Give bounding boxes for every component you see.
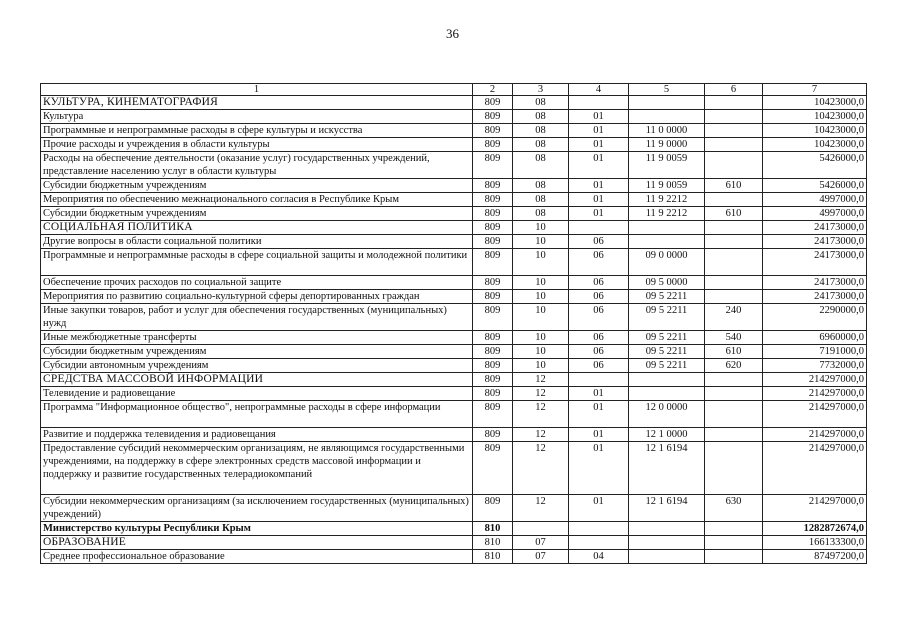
- admin-code: 809: [473, 221, 513, 235]
- admin-code: 809: [473, 207, 513, 221]
- target-article-code: [629, 373, 705, 387]
- subsection-code: 01: [569, 193, 629, 207]
- row-name: Программа "Информационное общество", непрограммные расходы в сфере информации: [41, 401, 473, 428]
- expense-type-code: [705, 387, 763, 401]
- target-article-code: [629, 235, 705, 249]
- expense-type-code: [705, 249, 763, 276]
- amount: 10423000,0: [763, 138, 867, 152]
- expense-type-code: [705, 536, 763, 550]
- target-article-code: [629, 550, 705, 564]
- table-row: [41, 495, 867, 522]
- admin-code: 809: [473, 110, 513, 124]
- admin-code: 809: [473, 359, 513, 373]
- section-code: 07: [513, 550, 569, 564]
- subsection-code: [569, 373, 629, 387]
- row-name: Мероприятия по развитию социально-культурной сферы депортированных граждан: [41, 290, 473, 304]
- subsection-code: 01: [569, 442, 629, 495]
- admin-code: 809: [473, 428, 513, 442]
- admin-code: 809: [473, 138, 513, 152]
- table-row: [41, 221, 867, 235]
- admin-code: 809: [473, 387, 513, 401]
- amount: 1282872674,0: [763, 522, 867, 536]
- amount: 6960000,0: [763, 331, 867, 345]
- target-article-code: 11 9 0059: [629, 179, 705, 193]
- expense-type-code: [705, 428, 763, 442]
- amount: 4997000,0: [763, 207, 867, 221]
- expense-type-code: [705, 152, 763, 179]
- section-code: 10: [513, 290, 569, 304]
- admin-code: 809: [473, 401, 513, 428]
- section-code: 10: [513, 359, 569, 373]
- target-article-code: [629, 387, 705, 401]
- subsection-code: [569, 221, 629, 235]
- section-code: 08: [513, 207, 569, 221]
- row-name: Предоставление субсидий некоммерческим организациям, не являющимся государственными учреждениями, на поддержку в сфере электронных средств массовой информации и поддержку и развитие государственных телерадиокомпаний: [41, 442, 473, 495]
- target-article-code: 09 5 2211: [629, 359, 705, 373]
- column-header: 3: [513, 84, 569, 96]
- table-row: [41, 536, 867, 550]
- expense-type-code: 240: [705, 304, 763, 331]
- amount: 214297000,0: [763, 428, 867, 442]
- target-article-code: [629, 110, 705, 124]
- target-article-code: 11 9 0000: [629, 138, 705, 152]
- section-code: 12: [513, 428, 569, 442]
- section-code: 10: [513, 221, 569, 235]
- expense-type-code: 610: [705, 179, 763, 193]
- table-row: [41, 428, 867, 442]
- expense-type-code: [705, 550, 763, 564]
- admin-code: 809: [473, 152, 513, 179]
- row-name: Субсидии некоммерческим организациям (за исключением государственных (муниципальных) учреждений): [41, 495, 473, 522]
- row-name: Мероприятия по обеспечению межнационального согласия в Республике Крым: [41, 193, 473, 207]
- subsection-code: 01: [569, 401, 629, 428]
- subsection-code: 01: [569, 207, 629, 221]
- table-row: [41, 304, 867, 331]
- table-row: [41, 96, 867, 110]
- row-name: Расходы на обеспечение деятельности (оказание услуг) государственных учреждений, представление населению услуг в области культуры: [41, 152, 473, 179]
- target-article-code: [629, 536, 705, 550]
- target-article-code: 11 9 0059: [629, 152, 705, 179]
- expense-type-code: [705, 110, 763, 124]
- subsection-code: 01: [569, 124, 629, 138]
- target-article-code: [629, 522, 705, 536]
- target-article-code: 09 5 2211: [629, 345, 705, 359]
- expense-type-code: [705, 96, 763, 110]
- section-code: 08: [513, 96, 569, 110]
- section-code: [513, 522, 569, 536]
- target-article-code: 09 5 2211: [629, 290, 705, 304]
- row-name: Субсидии автономным учреждениям: [41, 359, 473, 373]
- subsection-code: 01: [569, 110, 629, 124]
- table-row: [41, 193, 867, 207]
- table-row: [41, 207, 867, 221]
- amount: 5426000,0: [763, 152, 867, 179]
- table-row: [41, 124, 867, 138]
- expense-type-code: [705, 124, 763, 138]
- admin-code: 809: [473, 304, 513, 331]
- page-number: 36: [446, 26, 459, 41]
- subsection-code: 06: [569, 304, 629, 331]
- section-code: 08: [513, 138, 569, 152]
- expense-type-code: [705, 276, 763, 290]
- amount: 7732000,0: [763, 359, 867, 373]
- table-row: [41, 249, 867, 276]
- target-article-code: 12 1 0000: [629, 428, 705, 442]
- subsection-code: 01: [569, 138, 629, 152]
- amount: 4997000,0: [763, 193, 867, 207]
- section-code: 12: [513, 442, 569, 495]
- admin-code: 809: [473, 96, 513, 110]
- amount: 214297000,0: [763, 495, 867, 522]
- admin-code: 809: [473, 276, 513, 290]
- section-code: 12: [513, 373, 569, 387]
- target-article-code: 12 1 6194: [629, 495, 705, 522]
- admin-code: 810: [473, 550, 513, 564]
- table-row: [41, 373, 867, 387]
- subsection-code: 06: [569, 345, 629, 359]
- column-header: 2: [473, 84, 513, 96]
- subsection-code: [569, 536, 629, 550]
- table-row: [41, 345, 867, 359]
- admin-code: 809: [473, 345, 513, 359]
- target-article-code: 11 0 0000: [629, 124, 705, 138]
- subsection-code: 01: [569, 428, 629, 442]
- row-name: Программные и непрограммные расходы в сфере социальной защиты и молодежной политики: [41, 249, 473, 276]
- table-row: [41, 110, 867, 124]
- section-code: 08: [513, 152, 569, 179]
- table-row: [41, 179, 867, 193]
- target-article-code: [629, 221, 705, 235]
- section-code: 10: [513, 304, 569, 331]
- table-row: [41, 522, 867, 536]
- expense-type-code: 630: [705, 495, 763, 522]
- admin-code: 809: [473, 495, 513, 522]
- subsection-code: [569, 522, 629, 536]
- column-header: 4: [569, 84, 629, 96]
- table-row: [41, 359, 867, 373]
- expense-type-code: 610: [705, 207, 763, 221]
- subsection-code: 01: [569, 179, 629, 193]
- amount: 166133300,0: [763, 536, 867, 550]
- row-name: Субсидии бюджетным учреждениям: [41, 345, 473, 359]
- row-name: Культура: [41, 110, 473, 124]
- admin-code: 809: [473, 442, 513, 495]
- row-name: Программные и непрограммные расходы в сфере культуры и искусства: [41, 124, 473, 138]
- amount: 24173000,0: [763, 249, 867, 276]
- row-name: Субсидии бюджетным учреждениям: [41, 207, 473, 221]
- budget-table: [40, 83, 867, 564]
- admin-code: 809: [473, 193, 513, 207]
- amount: 10423000,0: [763, 96, 867, 110]
- amount: 87497200,0: [763, 550, 867, 564]
- column-header-row: [41, 84, 867, 96]
- target-article-code: [629, 96, 705, 110]
- expense-type-code: [705, 442, 763, 495]
- target-article-code: 11 9 2212: [629, 207, 705, 221]
- expense-type-code: [705, 138, 763, 152]
- section-code: 08: [513, 179, 569, 193]
- subsection-code: 06: [569, 249, 629, 276]
- subsection-code: 04: [569, 550, 629, 564]
- section-code: 08: [513, 193, 569, 207]
- amount: 214297000,0: [763, 373, 867, 387]
- amount: 214297000,0: [763, 401, 867, 428]
- expense-type-code: [705, 235, 763, 249]
- section-code: 07: [513, 536, 569, 550]
- section-code: 12: [513, 401, 569, 428]
- amount: 24173000,0: [763, 235, 867, 249]
- amount: 24173000,0: [763, 290, 867, 304]
- section-code: 08: [513, 124, 569, 138]
- expense-type-code: [705, 290, 763, 304]
- subsection-code: 06: [569, 235, 629, 249]
- admin-code: 810: [473, 536, 513, 550]
- admin-code: 809: [473, 290, 513, 304]
- subsection-code: 06: [569, 331, 629, 345]
- amount: 7191000,0: [763, 345, 867, 359]
- admin-code: 809: [473, 124, 513, 138]
- expense-type-code: [705, 522, 763, 536]
- row-name: СРЕДСТВА МАССОВОЙ ИНФОРМАЦИИ: [41, 373, 473, 387]
- target-article-code: 09 5 0000: [629, 276, 705, 290]
- subsection-code: 06: [569, 276, 629, 290]
- target-article-code: 12 1 6194: [629, 442, 705, 495]
- row-name: СОЦИАЛЬНАЯ ПОЛИТИКА: [41, 221, 473, 235]
- amount: 214297000,0: [763, 387, 867, 401]
- target-article-code: 09 5 2211: [629, 304, 705, 331]
- subsection-code: 01: [569, 495, 629, 522]
- admin-code: 809: [473, 373, 513, 387]
- expense-type-code: 540: [705, 331, 763, 345]
- row-name: Другие вопросы в области социальной политики: [41, 235, 473, 249]
- row-name: Среднее профессиональное образование: [41, 550, 473, 564]
- target-article-code: 09 5 2211: [629, 331, 705, 345]
- table-row: [41, 401, 867, 428]
- table-row: [41, 138, 867, 152]
- subsection-code: 06: [569, 359, 629, 373]
- table-row: [41, 387, 867, 401]
- section-code: 10: [513, 276, 569, 290]
- row-name: КУЛЬТУРА, КИНЕМАТОГРАФИЯ: [41, 96, 473, 110]
- section-code: 10: [513, 345, 569, 359]
- subsection-code: 01: [569, 387, 629, 401]
- section-code: 12: [513, 495, 569, 522]
- admin-code: 809: [473, 235, 513, 249]
- amount: 214297000,0: [763, 442, 867, 495]
- row-name: Обеспечение прочих расходов по социальной защите: [41, 276, 473, 290]
- table-row: [41, 152, 867, 179]
- admin-code: 810: [473, 522, 513, 536]
- target-article-code: 12 0 0000: [629, 401, 705, 428]
- section-code: 10: [513, 331, 569, 345]
- target-article-code: 09 0 0000: [629, 249, 705, 276]
- row-name: Прочие расходы и учреждения в области культуры: [41, 138, 473, 152]
- amount: 24173000,0: [763, 276, 867, 290]
- admin-code: 809: [473, 179, 513, 193]
- subsection-code: 01: [569, 152, 629, 179]
- target-article-code: 11 9 2212: [629, 193, 705, 207]
- table-row: [41, 276, 867, 290]
- expense-type-code: [705, 193, 763, 207]
- column-header: 1: [41, 84, 473, 96]
- subsection-code: 06: [569, 290, 629, 304]
- amount: 24173000,0: [763, 221, 867, 235]
- section-code: 10: [513, 235, 569, 249]
- amount: 2290000,0: [763, 304, 867, 331]
- table-row: [41, 331, 867, 345]
- column-header: 5: [629, 84, 705, 96]
- row-name: ОБРАЗОВАНИЕ: [41, 536, 473, 550]
- expense-type-code: 610: [705, 345, 763, 359]
- row-name: Телевидение и радиовещание: [41, 387, 473, 401]
- row-name: Развитие и поддержка телевидения и радиовещания: [41, 428, 473, 442]
- amount: 10423000,0: [763, 124, 867, 138]
- admin-code: 809: [473, 249, 513, 276]
- expense-type-code: [705, 401, 763, 428]
- table-row: [41, 550, 867, 564]
- section-code: 10: [513, 249, 569, 276]
- row-name: Иные межбюджетные трансферты: [41, 331, 473, 345]
- row-name: Субсидии бюджетным учреждениям: [41, 179, 473, 193]
- admin-code: 809: [473, 331, 513, 345]
- table-row: [41, 235, 867, 249]
- subsection-code: [569, 96, 629, 110]
- amount: 10423000,0: [763, 110, 867, 124]
- column-header: 7: [763, 84, 867, 96]
- column-header: 6: [705, 84, 763, 96]
- table-row: [41, 442, 867, 495]
- amount: 5426000,0: [763, 179, 867, 193]
- expense-type-code: [705, 373, 763, 387]
- section-code: 12: [513, 387, 569, 401]
- expense-type-code: 620: [705, 359, 763, 373]
- section-code: 08: [513, 110, 569, 124]
- table-row: [41, 290, 867, 304]
- row-name: Иные закупки товаров, работ и услуг для обеспечения государственных (муниципальных) нужд: [41, 304, 473, 331]
- expense-type-code: [705, 221, 763, 235]
- row-name: Министерство культуры Республики Крым: [41, 522, 473, 536]
